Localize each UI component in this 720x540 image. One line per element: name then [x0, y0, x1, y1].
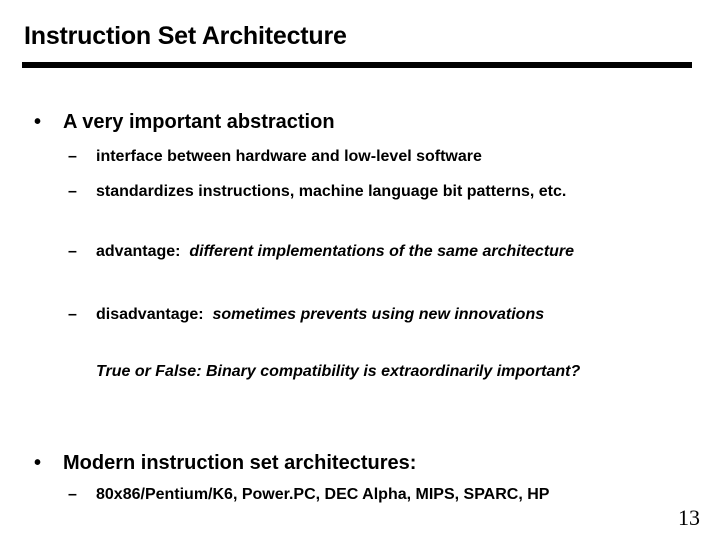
- sub-item-label: 80x86/Pentium/K6, Power.PC, DEC Alpha, MIPS, SPARC, HP: [96, 486, 550, 503]
- bullet-item: [34, 450, 416, 476]
- bullet-icon: •: [34, 452, 42, 474]
- slide-title: Instruction Set Architecture: [24, 22, 347, 50]
- bullet-item: [34, 109, 335, 135]
- dash-icon: –: [68, 183, 77, 200]
- sub-item-label: disadvantage:: [96, 306, 204, 323]
- dash-icon: –: [68, 148, 77, 165]
- page-number: 13: [678, 505, 700, 530]
- title-divider: [22, 62, 692, 68]
- sub-item: [68, 180, 668, 204]
- sub-item: [68, 303, 668, 327]
- sub-item: [68, 145, 668, 169]
- dash-icon: –: [68, 243, 77, 260]
- dash-icon: –: [68, 306, 77, 323]
- bullet-text: A very important abstraction: [63, 111, 335, 133]
- sub-item-label: advantage:: [96, 243, 181, 260]
- bullet-icon: •: [34, 111, 42, 133]
- sub-item: [68, 240, 668, 264]
- sub-item: [68, 483, 668, 507]
- question-note: True or False: Binary compatibility is extraordinarily important?: [96, 363, 581, 380]
- bullet-text: Modern instruction set architectures:: [63, 452, 417, 474]
- dash-icon: –: [68, 486, 77, 503]
- sub-item-label: standardizes instructions, machine language bit patterns, etc.: [96, 183, 567, 200]
- sub-item-detail: different implementations of the same architecture: [189, 243, 575, 260]
- sub-item-detail: sometimes prevents using new innovations: [212, 306, 545, 323]
- sub-item-label: interface between hardware and low-level software: [96, 148, 482, 165]
